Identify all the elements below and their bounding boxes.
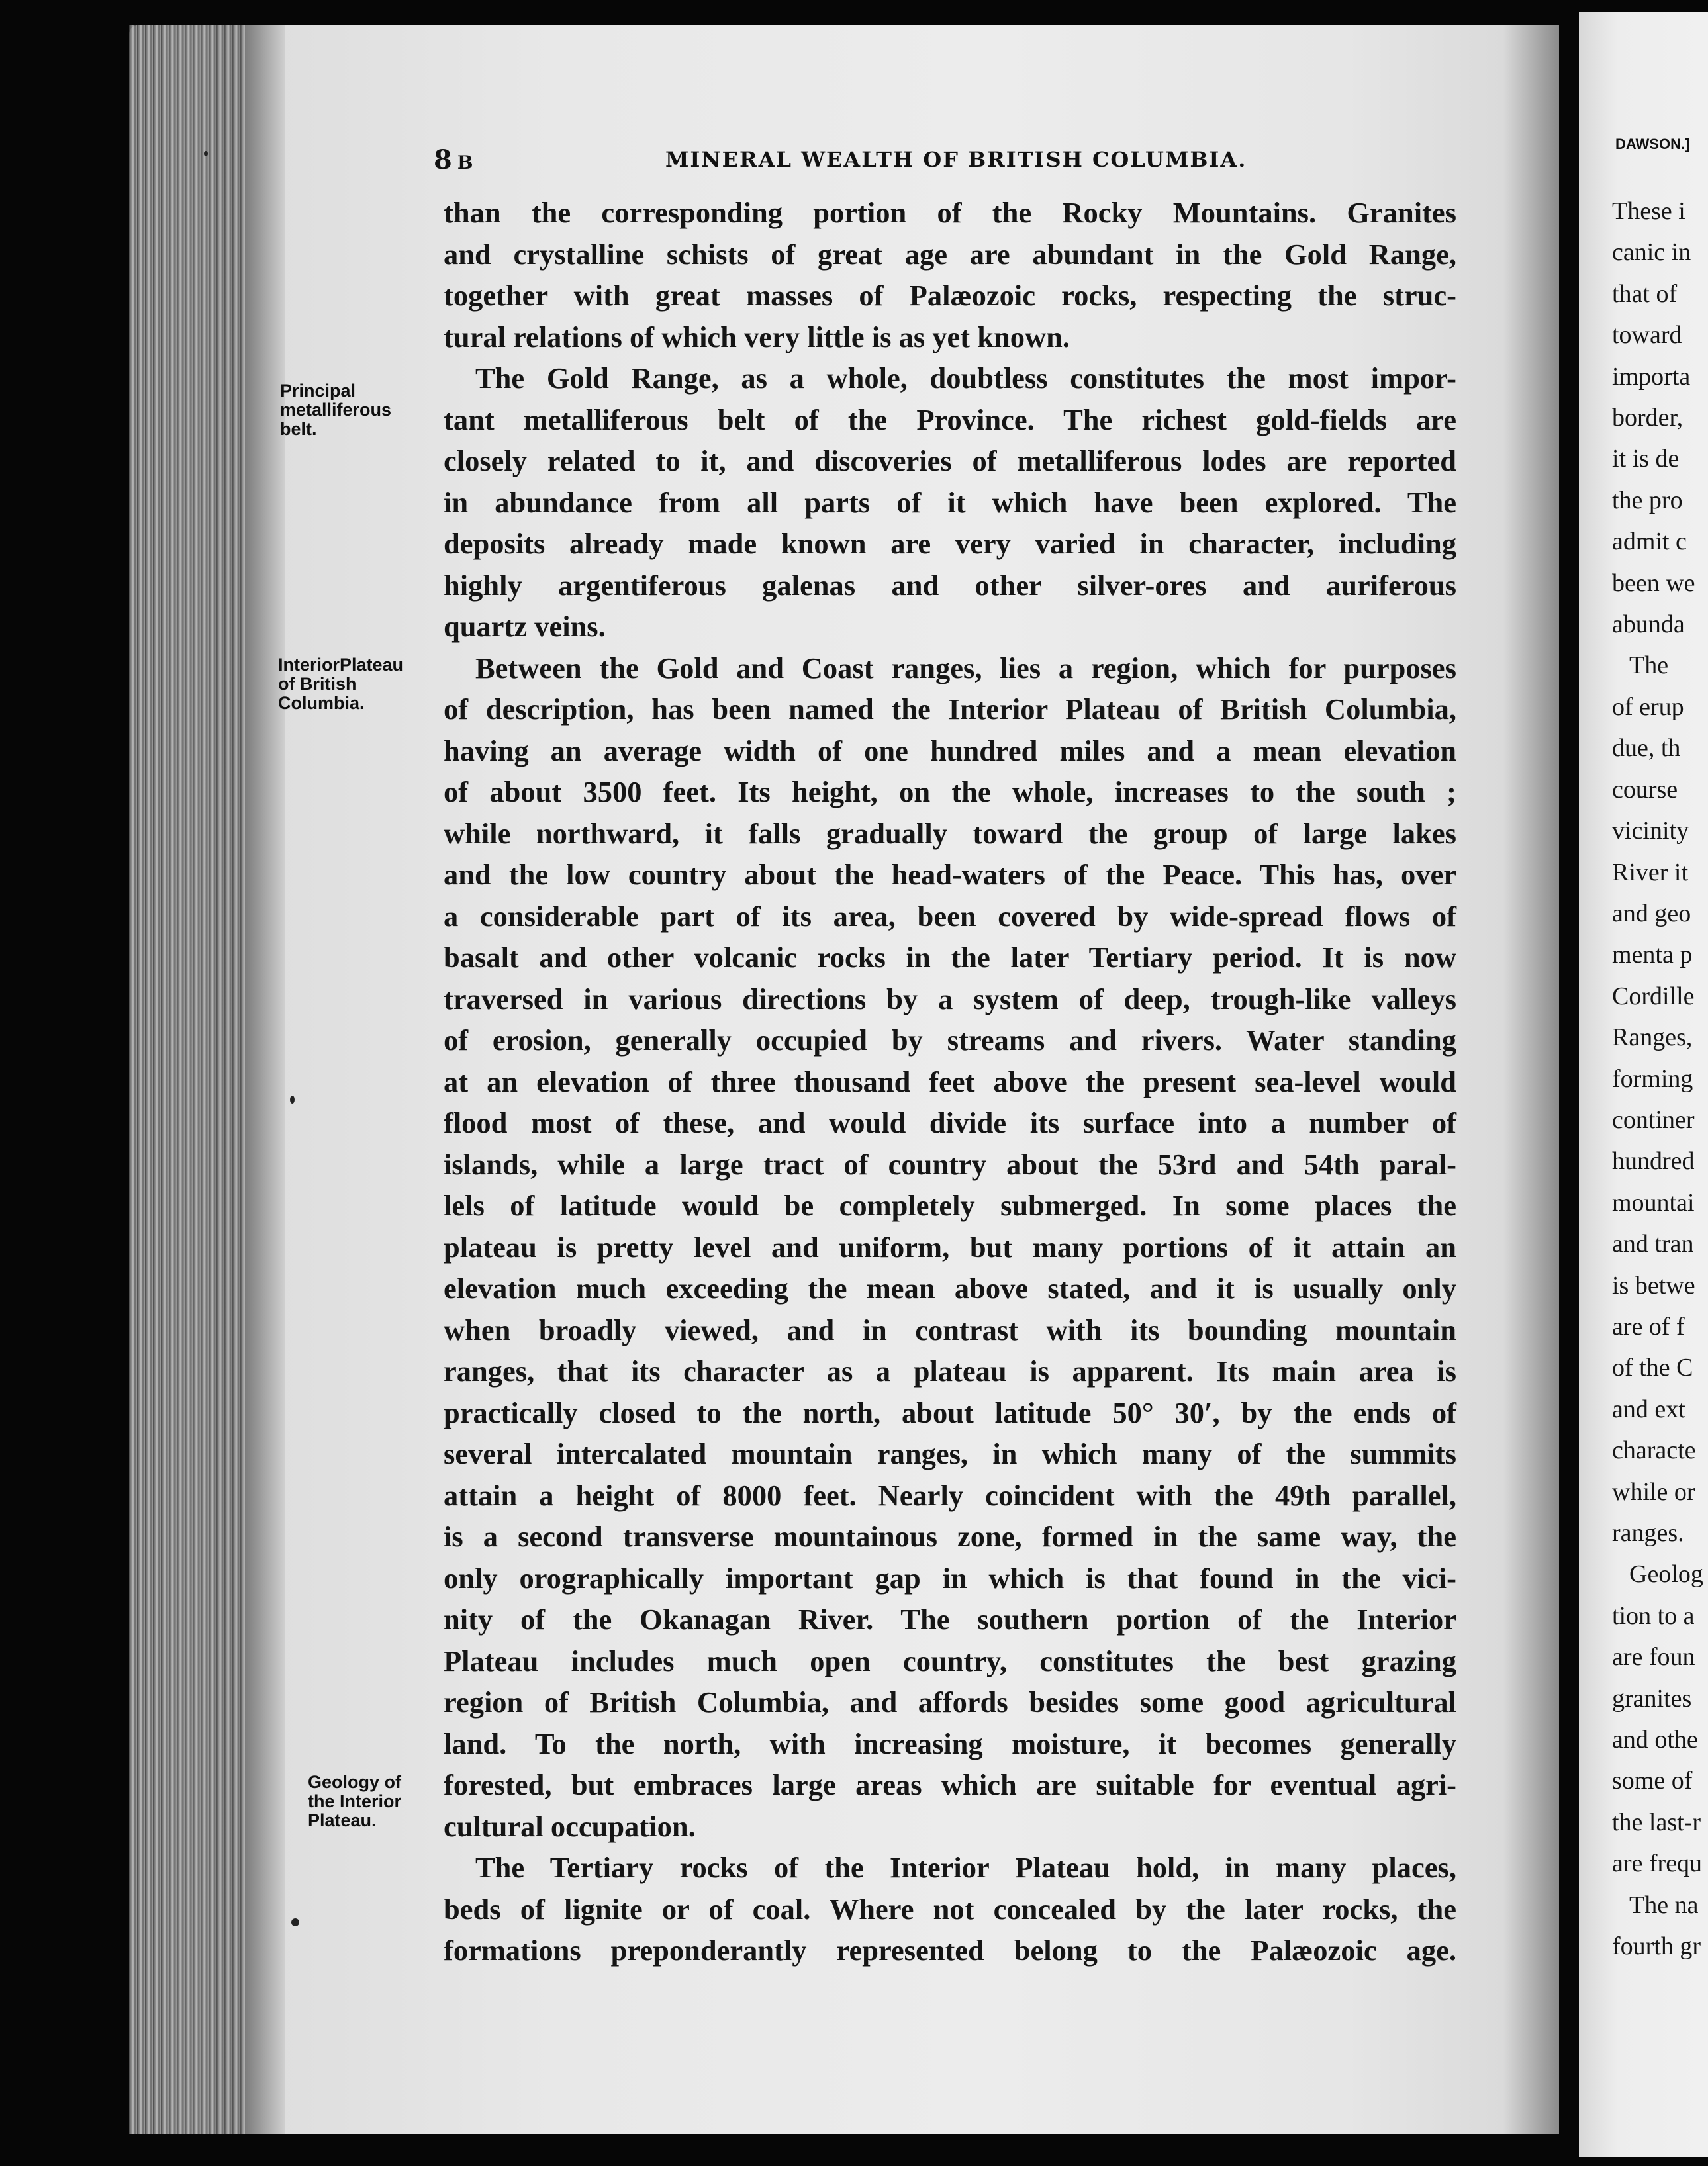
- sidenote-line: Columbia.: [278, 693, 365, 713]
- facing-line: toward: [1612, 321, 1682, 350]
- sidenote-line: Plateau.: [308, 1811, 377, 1830]
- text-line: having an average width of one hundred miles and a mean elevation: [444, 733, 1456, 767]
- facing-line: border,: [1612, 404, 1684, 432]
- sidenote-line: Geology of: [308, 1772, 401, 1792]
- page-number: 8 B: [434, 144, 475, 175]
- text-line: flood most of these, and would divide its surface into a number of: [444, 1106, 1456, 1139]
- text-line: Between the Gold and Coast ranges, lies a region, which for purposes: [475, 651, 1456, 684]
- text-line: highly argentiferous galenas and other silver-ores and auriferous: [444, 568, 1456, 602]
- text-line: quartz veins.: [444, 610, 606, 643]
- facing-page-text: [1612, 191, 1708, 1967]
- scan-speck: [204, 151, 208, 156]
- sidenote-line: of British: [278, 674, 357, 694]
- text-line: is a second transverse mountainous zone, formed in the same way, the: [444, 1520, 1456, 1553]
- text-line: deposits already made known are very varied in character, including: [444, 527, 1456, 560]
- text-line: and the low country about the head-waters of the Peace. This has, over: [444, 858, 1456, 891]
- facing-line: abunda: [1612, 610, 1685, 639]
- facing-line: and tran: [1612, 1230, 1694, 1258]
- text-line: basalt and other volcanic rocks in the later Tertiary period. It is now: [444, 941, 1456, 974]
- text-line: plateau is pretty level and uniform, but many portions of it attain an: [444, 1230, 1456, 1264]
- page-fold-shadow: [1503, 25, 1559, 2134]
- text-line: islands, while a large tract of country about the 53rd and 54th paral-: [444, 1147, 1456, 1181]
- facing-line: importa: [1612, 362, 1691, 391]
- facing-line: been we: [1612, 569, 1695, 597]
- text-line: ranges, that its character as a plateau is apparent. Its main area is: [444, 1354, 1456, 1388]
- running-title: MINERAL WEALTH OF BRITISH COLUMBIA.: [665, 147, 1247, 172]
- page-edges: [129, 25, 248, 2134]
- facing-line: fourth gr: [1612, 1932, 1701, 1961]
- sidenote-line: belt.: [280, 419, 317, 439]
- facing-line: admit c: [1612, 528, 1687, 556]
- facing-line: some of: [1612, 1767, 1693, 1795]
- sidenote-line: Principal: [280, 381, 356, 400]
- text-line: tant metalliferous belt of the Province. The richest gold-fields are: [444, 402, 1456, 436]
- facing-line: and othe: [1612, 1726, 1698, 1754]
- text-line: together with great masses of Palæozoic rocks, respecting the struc-: [444, 279, 1456, 312]
- text-line: tural relations of which very little is as yet known.: [444, 320, 1070, 353]
- text-line: of description, has been named the Interior Plateau of British Columbia,: [444, 692, 1456, 726]
- facing-line: and ext: [1612, 1395, 1685, 1423]
- text-line: when broadly viewed, and in contrast with its bounding mountain: [444, 1313, 1456, 1346]
- text-line: beds of lignite or of coal. Where not concealed by the later rocks, the: [444, 1892, 1456, 1926]
- sidenote-line: metalliferous: [280, 400, 392, 420]
- text-line: than the corresponding portion of the Rocky Mountains. Granites: [444, 196, 1456, 229]
- facing-line: is betwe: [1612, 1271, 1695, 1299]
- text-line: region of British Columbia, and affords besides some good agricultural: [444, 1685, 1456, 1719]
- facing-line: Geolog: [1629, 1560, 1703, 1589]
- running-head: [434, 144, 1460, 177]
- facing-line: menta p: [1612, 941, 1693, 969]
- facing-line: due, th: [1612, 734, 1681, 763]
- page-number-suffix: B: [457, 152, 475, 173]
- text-line: nity of the Okanagan River. The southern portion of the Interior: [444, 1603, 1456, 1636]
- text-line: elevation much exceeding the mean above stated, and it is usually only: [444, 1272, 1456, 1305]
- facing-line: characte: [1612, 1436, 1696, 1465]
- facing-line: are of f: [1612, 1312, 1685, 1341]
- sidenote-line: the Interior: [308, 1791, 402, 1811]
- facing-line: River it: [1612, 858, 1689, 886]
- text-line: Plateau includes much open country, constitutes the best grazing: [444, 1644, 1456, 1677]
- facing-line: course: [1612, 775, 1678, 804]
- sidenote-line: InteriorPlateau: [278, 655, 404, 675]
- facing-line: the last-r: [1612, 1808, 1701, 1836]
- facing-line: mountai: [1612, 1188, 1695, 1217]
- facing-line: granites: [1612, 1684, 1692, 1713]
- facing-line: Ranges,: [1612, 1023, 1693, 1052]
- text-line: closely related to it, and discoveries of metalliferous lodes are reported: [444, 444, 1456, 477]
- text-line: only orographically important gap in which is that found in the vici-: [444, 1561, 1456, 1595]
- text-line: of erosion, generally occupied by streams and rivers. Water standing: [444, 1023, 1456, 1057]
- text-line: of about 3500 feet. Its height, on the whole, increases to the south ;: [444, 775, 1456, 808]
- facing-line: are foun: [1612, 1643, 1695, 1672]
- text-line: several intercalated mountain ranges, in which many of the summits: [444, 1437, 1456, 1470]
- text-line: forested, but embraces large areas which are suitable for eventual agri-: [444, 1768, 1456, 1801]
- facing-page-running-head: DAWSON.]: [1615, 136, 1690, 152]
- facing-line: tion to a: [1612, 1601, 1695, 1630]
- facing-line: These i: [1612, 197, 1685, 225]
- body-text: [444, 192, 1456, 1971]
- text-line: The Tertiary rocks of the Interior Plateau hold, in many places,: [475, 1851, 1456, 1884]
- facing-line: ranges.: [1612, 1519, 1684, 1547]
- facing-line: hundred: [1612, 1147, 1695, 1176]
- facing-line: of erup: [1612, 692, 1684, 721]
- text-line: traversed in various directions by a system of deep, trough-like valleys: [444, 982, 1456, 1015]
- text-line: attain a height of 8000 feet. Nearly coincident with the 49th parallel,: [444, 1478, 1456, 1512]
- scan-speck: [291, 1918, 299, 1926]
- text-line: formations preponderantly represented belong to the Palæozoic age.: [444, 1934, 1456, 1967]
- facing-line: The na: [1629, 1891, 1699, 1919]
- text-line: The Gold Range, as a whole, doubtless constitutes the most impor-: [475, 361, 1456, 395]
- facing-line: it is de: [1612, 445, 1680, 473]
- facing-line: and geo: [1612, 899, 1691, 927]
- text-line: practically closed to the north, about latitude 50° 30′, by the ends of: [444, 1395, 1456, 1429]
- facing-line: forming: [1612, 1064, 1693, 1093]
- facing-line: while or: [1612, 1478, 1695, 1506]
- facing-line: the pro: [1612, 486, 1683, 514]
- sidenote-geology-interior-plateau: [308, 1773, 401, 1830]
- page-gutter: [245, 25, 285, 2134]
- sidenote-interior-plateau: [278, 655, 403, 713]
- facing-line: Cordille: [1612, 982, 1695, 1010]
- text-line: in abundance from all parts of it which have been explored. The: [444, 485, 1456, 519]
- scan-speck: [290, 1096, 295, 1104]
- text-line: a considerable part of its area, been covered by wide-spread flows of: [444, 899, 1456, 933]
- text-line: and crystalline schists of great age are abundant in the Gold Range,: [444, 237, 1456, 271]
- sidenote-principal-metalliferous-belt: [280, 381, 391, 439]
- text-line: at an elevation of three thousand feet above the present sea-level would: [444, 1064, 1456, 1098]
- facing-line: The: [1629, 651, 1669, 680]
- facing-line: of the C: [1612, 1354, 1693, 1382]
- text-line: lels of latitude would be completely submerged. In some places the: [444, 1189, 1456, 1222]
- text-line: land. To the north, with increasing moisture, it becomes generally: [444, 1726, 1456, 1760]
- facing-line: vicinity: [1612, 817, 1689, 845]
- facing-line: canic in: [1612, 238, 1691, 267]
- facing-line: continer: [1612, 1106, 1695, 1134]
- text-line: cultural occupation.: [444, 1809, 696, 1843]
- text-line: while northward, it falls gradually toward the group of large lakes: [444, 816, 1456, 850]
- facing-line: that of: [1612, 279, 1678, 308]
- facing-line: are frequ: [1612, 1850, 1703, 1878]
